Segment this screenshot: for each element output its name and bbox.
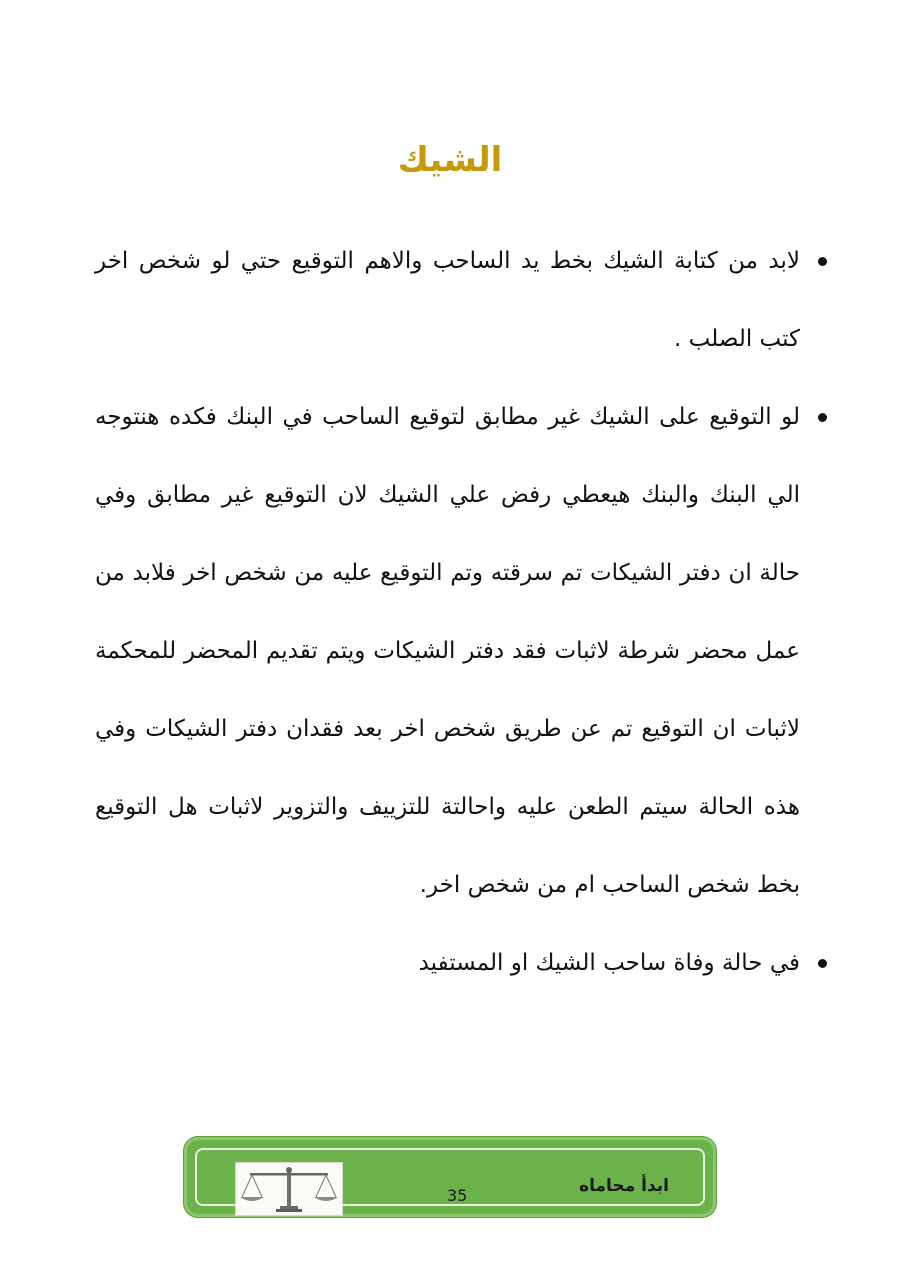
page-title: الشيك: [397, 140, 503, 180]
bullet-item: [95, 378, 835, 924]
footer-label: ابدأ محاماه: [579, 1176, 669, 1196]
bullet-item: [95, 222, 835, 378]
bullet-text: لو التوقيع على الشيك غير مطابق لتوقيع الساحب في البنك فكده هنتوجه الي البنك والبنك هيعطي رفض علي الشيك لان التوقيع غير مطابق وفي حالة ان دفتر الشيكات تم سرقته وتم التوقيع عليه من شخص اخر فلابد من عمل محضر شرطة لاثبات فقد دفتر الشيكات ويتم تقديم المحضر للمحكمة لاثبات ان التوقيع تم عن طريق شخص اخر بعد فقدان دفتر الشيكات وفي هذه الحالة سيتم الطعن عليه واحالتة للتزييف والتزوير لاثبات هل التوقيع بخط شخص الساحب ام من شخص اخر.: [95, 404, 800, 898]
page-footer: [184, 1137, 716, 1217]
bullet-icon: [818, 257, 827, 266]
bullet-item: [95, 924, 835, 1002]
bullet-icon: [818, 959, 827, 968]
bullet-icon: [818, 413, 827, 422]
document-body: [95, 222, 835, 1002]
bullet-text: لابد من كتابة الشيك بخط يد الساحب والاهم التوقيع حتي لو شخص اخر كتب الصلب .: [95, 248, 800, 352]
page-number: 35: [447, 1186, 468, 1205]
footer-frame: [195, 1148, 705, 1206]
bullet-list: [95, 222, 835, 1002]
bullet-text: في حالة وفاة ساحب الشيك او المستفيد: [418, 950, 800, 976]
scales-of-justice-icon: [235, 1162, 343, 1216]
